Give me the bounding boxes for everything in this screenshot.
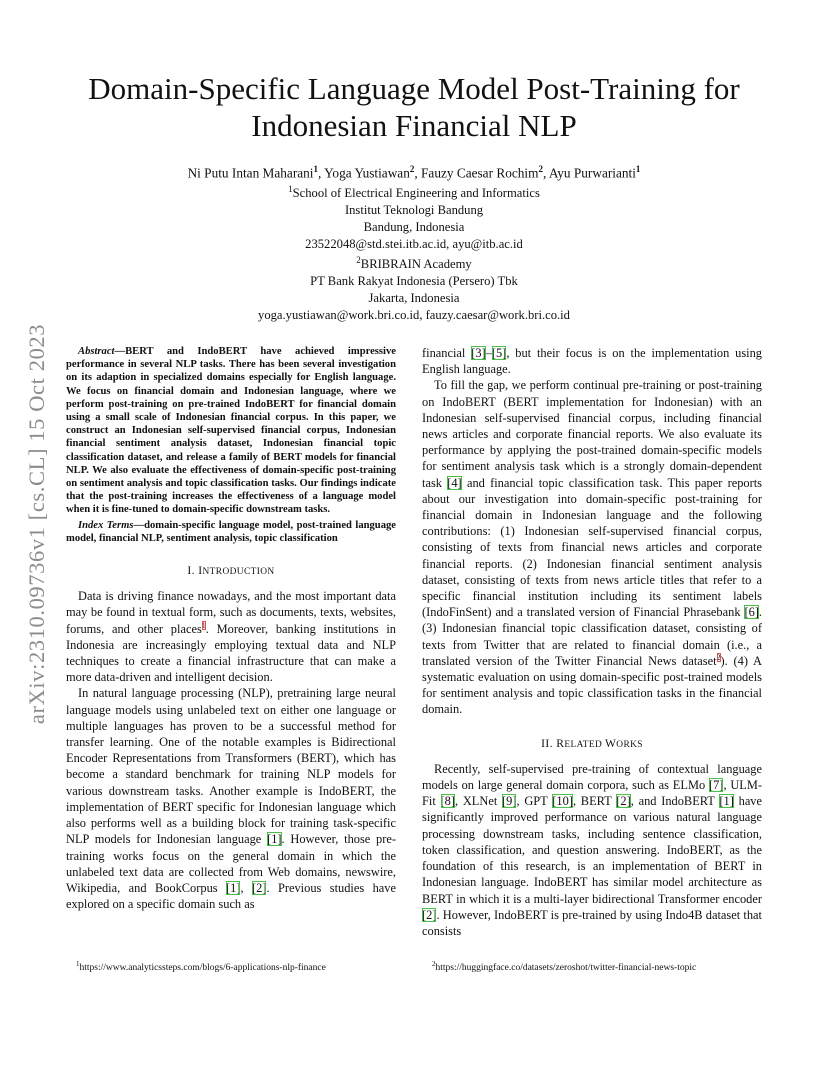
paragraph: In natural language processing (NLP), pretraining large neural language models using unlabeled text on either one language or multiple languages has proven to be a successful method for transfer learning. One of the notable examples is Bidirectional Encoder Representations from Transformers (BERT), which has become a standard benchmark for training NLP models for various downstream tasks. Another example is IndoBERT, the implementation of BERT specific for Indonesian language which also performs well as a building block for training task-specific NLP models for Indonesian language [1]. However, those pre-training works focus on the general domain in which the unlabeled text data are collected from Web domains, newswire, Wikipedia, and BookCorpus [1], [2]. Previous studies have explored on a specific domain such as <box>66 686 396 912</box>
left-column <box>66 345 396 912</box>
author-name: Ayu Purwarianti <box>548 165 636 181</box>
affiliation-line: $^1$School of Electrical Engineering and Informatics <box>288 184 540 201</box>
author-list: Ni Putu Intan Maharani$^1$, Yoga Yustiawan$^2$, Fauzy Caesar Rochim$^2$, Ayu Purwarianti$^1$ <box>187 164 641 181</box>
affiliation-line: PT Bank Rakyat Indonesia (Persero) Tbk <box>310 274 518 289</box>
paragraph: financial [3]–[5], but their focus is on the implementation using English language. <box>422 346 762 377</box>
affiliations <box>60 181 768 324</box>
arxiv-stamp: arXiv:2310.09736v1 [cs.CL] 15 Oct 2023 <box>24 323 49 725</box>
citation-link[interactable]: [7] <box>708 778 724 793</box>
paragraph: Data is driving finance nowadays, and the most important data may be found in textual form, such as documents, texts, websites, forums, and other places$^1$. Moreover, banking institutions in Indonesia are increasingly employing textual data and NLP techniques to create a financial infrastructure that can make a more data-driven and intelligent decision. <box>66 589 396 685</box>
affiliation-line: Jakarta, Indonesia <box>368 291 460 306</box>
citation-link[interactable]: [2] <box>616 794 631 809</box>
section-heading-introduction: I. INTRODUCTION <box>187 564 275 578</box>
right-column <box>422 345 762 939</box>
citation-link[interactable]: [4] <box>447 475 462 490</box>
author-name: Fauzy Caesar Rochim <box>421 165 539 181</box>
abstract: Abstract—BERT and IndoBERT have achieved impressive performance in several NLP tasks. There has been several investigation on its adaption in specialized domains especially for English language. We focus on financial domain and Indonesian language, where we perform post-training on pre-trained IndoBERT for financial domain using a small scale of Indonesian financial corpus. In this paper, we construct an Indonesian self-supervised financial corpus, Indonesian financial sentiment analysis dataset, Indonesian financial topic classification dataset, and release a family of BERT models for financial NLP. We also evaluate the effectiveness of domain-specific post-training on sentiment analysis and topic classification tasks. Our findings indicate that the post-training increases the effectiveness of a language model when it is fine-tuned to domain-specific downstream tasks. <box>66 346 396 516</box>
index-terms: Index Terms—domain-specific language model, post-trained language model, financial NLP, sentiment analysis, topic classification <box>66 519 396 544</box>
footnote-2: $^2$https://huggingface.co/datasets/zeroshot/twitter-financial-news-topic <box>432 960 697 974</box>
affiliation-line: Institut Teknologi Bandung <box>344 202 484 217</box>
section-heading-related-works: II. RELATED WORKS <box>541 736 643 750</box>
author-email: yoga.yustiawan@work.bri.co.id, fauzy.caesar@work.bri.co.id <box>258 307 570 322</box>
affiliation-line: Bandung, Indonesia <box>363 219 465 234</box>
citation-link[interactable]: [6] <box>744 605 759 620</box>
citation-link[interactable]: [1] <box>226 880 241 895</box>
paper-title: Domain-Specific Language Model Post-Training for Indonesian Financial NLP <box>88 71 740 143</box>
author-email: 23522048@std.stei.itb.ac.id, ayu@itb.ac.id <box>305 236 523 251</box>
citation-link[interactable]: [2] <box>422 907 437 922</box>
footnote-link[interactable]: 2 <box>716 652 721 662</box>
citation-link[interactable]: [2] <box>252 880 267 895</box>
citation-link[interactable]: [1] <box>267 832 282 847</box>
affiliation-line: $^2$BRIBRAIN Academy <box>356 255 472 272</box>
footnote-1: $^1$https://www.analyticssteps.com/blogs/6-applications-nlp-finance <box>76 960 326 974</box>
citation-link[interactable]: [8] <box>440 794 455 809</box>
footnote-link[interactable]: 1 <box>201 620 206 630</box>
paragraph: Recently, self-supervised pre-training of contextual language models on large general domain corpora, such as ELMo [7], ULM-Fit [8], XLNet [9], GPT [10], BERT [2], and IndoBERT [1] have significantly improved performance on various natural language processing downstream tasks, including sentence classification, token classification, and question answering. IndoBERT, as the foundation of this research, is an implementation of BERT in Indonesian language. IndoBERT has similar model architecture as BERT in which it is a multi-layer bidirectional Transformer encoder [2]. However, IndoBERT is pre-trained by using Indo4B dataset that consists <box>422 761 763 938</box>
citation-link[interactable]: [5] <box>491 346 507 360</box>
citation-link[interactable]: [10] <box>552 794 573 809</box>
footnote-url[interactable]: https://www.analyticssteps.com/blogs/6-applications-nlp-finance <box>79 963 326 974</box>
paragraph: To fill the gap, we perform continual pre-training or post-training on IndoBERT (BERT implementation for Indonesian) with an Indonesian self-supervised financial corpus, including financial news articles and corporate financial reports. We also evaluate its performance by applying the post-trained domain-specific models for sentiment analysis task which is a strongly domain-dependent task [4] and financial topic classification task. This paper reports about our investigation into domain-specific post-training for financial domain in Indonesian language and the following contributions: (1) Indonesian self-supervised financial corpus, consisting of texts from financial news articles and corporate financial reports. (2) Indonesian financial sentiment analysis dataset, consisting of texts from news article titles that refer to a specific financial institution including its sentiment labels (IndoFinSent) and a translated version of Financial Phrasebank [6]. (3) Indonesian financial topic classification dataset, consisting of texts from Twitter that are related to financial domain (i.e., a translated version of the Twitter Financial News dataset$^2$). (4) A systematic evaluation on using domain-specific post-trained models for sentiment analysis and topic classification tasks in the financial domain. <box>422 378 763 717</box>
author-name: Ni Putu Intan Maharani <box>187 165 314 181</box>
citation-link[interactable]: [9] <box>502 794 517 809</box>
citation-link[interactable]: [1] <box>719 794 734 809</box>
footnote-url[interactable]: https://huggingface.co/datasets/zeroshot/twitter-financial-news-topic <box>435 963 697 974</box>
author-name: Yoga Yustiawan <box>324 165 410 181</box>
citation-link[interactable]: [3] <box>471 346 486 360</box>
